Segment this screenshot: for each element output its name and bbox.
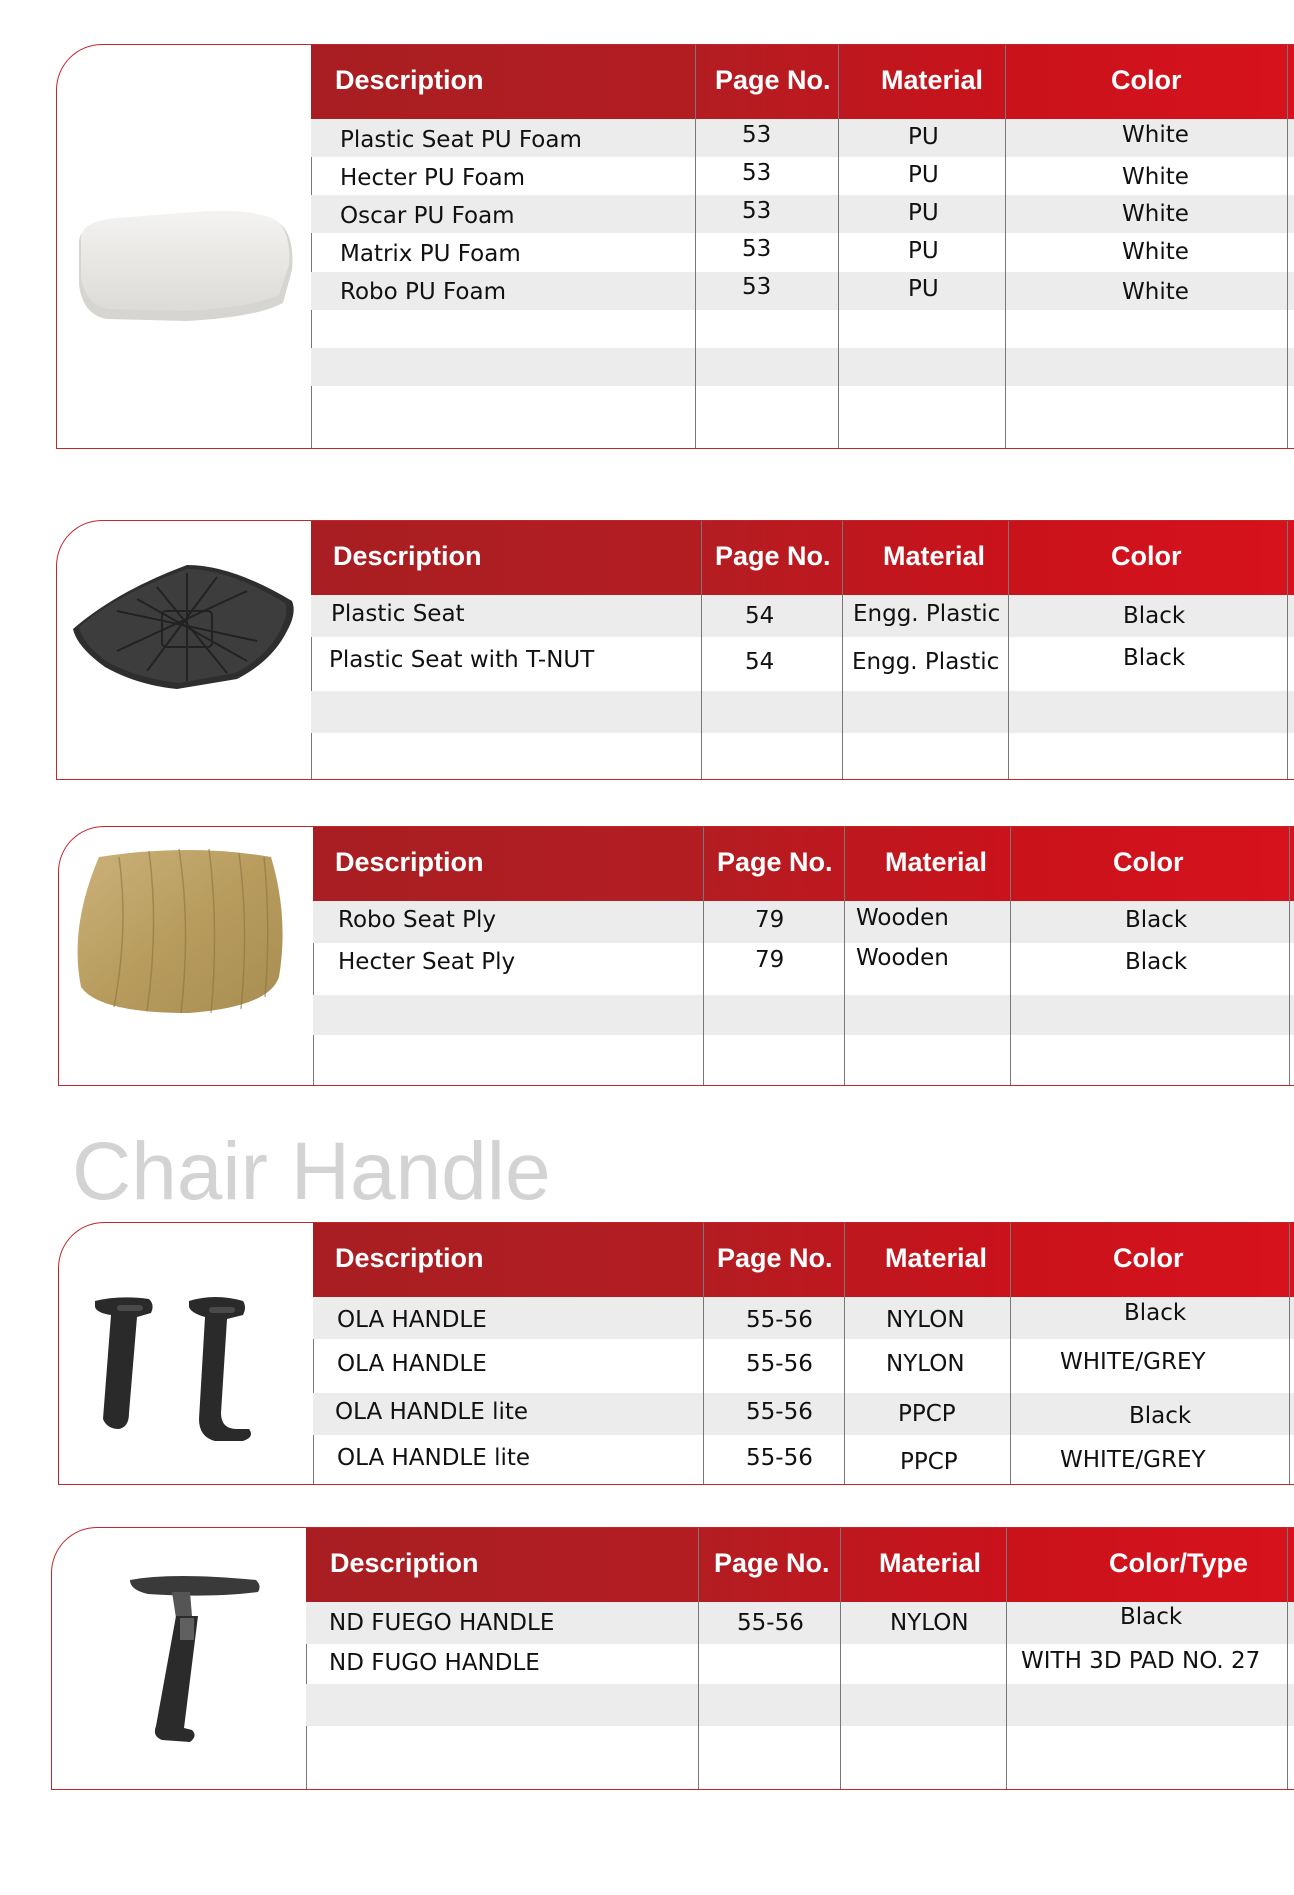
pu-foam-table: Description Page No. Material Color Plastic Seat PU Foam 53 PU White Hecter PU Foam 53 PU White Oscar PU Foam 53 PU White Matrix PU Foam 53 PU White Robo PU Foam 53 PU White [311, 45, 1294, 448]
header-color: Color [1111, 541, 1182, 571]
table-header [306, 1528, 1294, 1602]
plastic-seat-table: Description Page No. Material Color Plastic Seat 54 Engg. Plastic Black Plastic Seat with T-NUT 54 Engg. Plastic Black [311, 521, 1294, 779]
ola-handle-table: Description Page No. Material Color OLA HANDLE 55-56 NYLON Black OLA HANDLE 55-56 NYLON WHITE/GREY OLA HANDLE lite 55-56 PPCP Black OLA HANDLE lite 55-56 PPCP WHITE/GREY [313, 1223, 1294, 1484]
header-page-no: Page No. [717, 847, 833, 877]
table-header [311, 521, 1294, 595]
chair-handle-title: Chair Handle [72, 1126, 551, 1217]
header-page-no: Page No. [717, 1243, 833, 1273]
pu-foam-cushion-image [57, 45, 311, 450]
product-image-cell [52, 1528, 307, 1789]
header-color: Color [1111, 65, 1182, 95]
header-material: Material [885, 1243, 988, 1273]
table-header [313, 1223, 1294, 1297]
product-card-pu-foam [56, 44, 1294, 449]
header-material: Material [881, 65, 984, 95]
plastic-seat-image [57, 521, 311, 781]
header-material: Material [883, 541, 986, 571]
header-page-no: Page No. [715, 541, 831, 571]
seat-ply-table: Description Page No. Material Color Robo Seat Ply 79 Wooden Black Hecter Seat Ply 79 Wooden Black [313, 827, 1294, 1085]
product-card-nd-fuego-handle [51, 1527, 1294, 1790]
table-header [311, 45, 1294, 119]
header-description: Description [335, 847, 484, 877]
header-color: Color [1113, 1243, 1184, 1273]
product-image-cell [59, 1223, 314, 1484]
product-card-seat-ply [58, 826, 1294, 1086]
product-image-cell [57, 521, 312, 779]
nd-fuego-table: Description Page No. Material Color/Type ND FUEGO HANDLE 55-56 NYLON Black ND FUGO HANDLE WITH 3D PAD NO. 27 [306, 1528, 1294, 1789]
product-image-cell [57, 45, 312, 448]
nd-fuego-handle-image [52, 1528, 306, 1791]
header-page-no: Page No. [715, 65, 831, 95]
product-card-plastic-seat [56, 520, 1294, 780]
table-header [313, 827, 1294, 901]
header-description: Description [335, 1243, 484, 1273]
product-card-ola-handle [58, 1222, 1294, 1485]
ola-handles-image [59, 1223, 313, 1486]
header-material: Material [885, 847, 988, 877]
header-description: Description [333, 541, 482, 571]
header-color: Color/Type [1109, 1548, 1249, 1578]
product-image-cell [59, 827, 314, 1085]
wooden-seat-ply-image [59, 827, 313, 1087]
header-description: Description [335, 65, 484, 95]
header-color: Color [1113, 847, 1184, 877]
header-page-no: Page No. [714, 1548, 830, 1578]
header-material: Material [879, 1548, 982, 1578]
header-description: Description [330, 1548, 479, 1578]
